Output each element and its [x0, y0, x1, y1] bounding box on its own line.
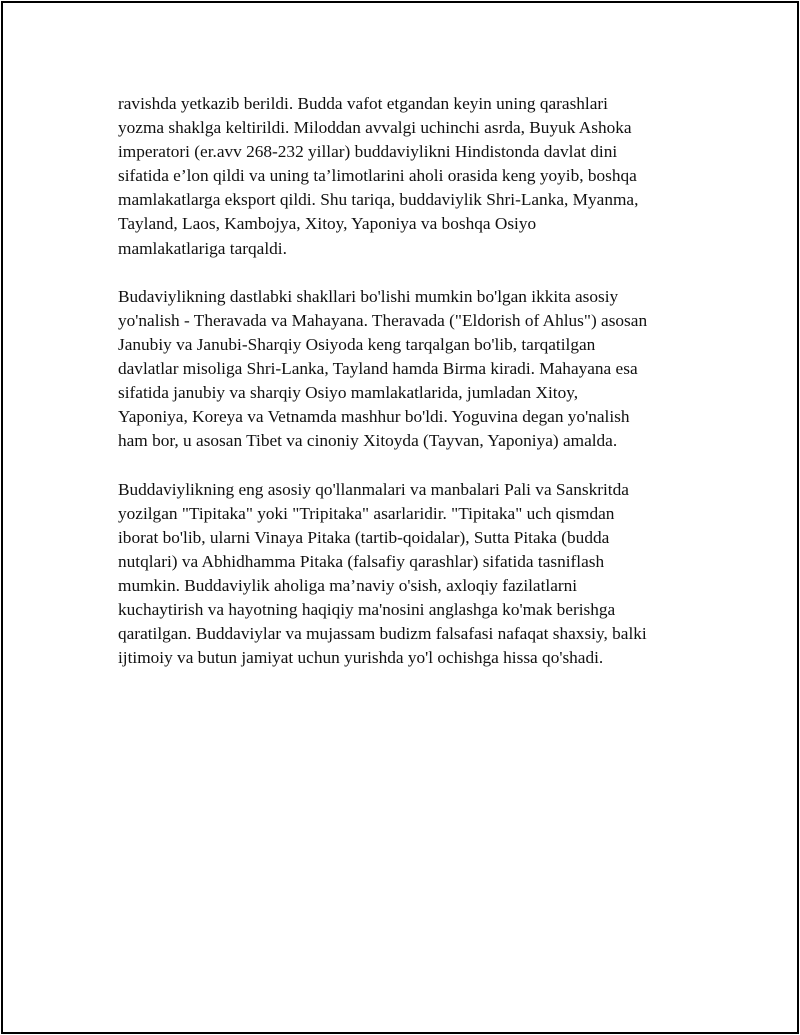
text-line: ravishda yetkazib berildi. Budda vafot etgandan keyin uning qarashlari [118, 94, 608, 113]
paragraph-2 [118, 285, 698, 454]
text-line: mumkin. Buddaviylik aholiga ma’naviy o'sish, axloqiy fazilatlarni [118, 575, 578, 595]
text-line: yo'nalish - Theravada va Mahayana. Theravada ("Eldorish of Ahlus") asosan [118, 310, 648, 330]
paragraph-3 [118, 478, 698, 671]
text-line: mamlakatlariga tarqaldi. [118, 238, 287, 258]
text-line: ham bor, u asosan Tibet va cinoniy Xitoyda (Tayvan, Yaponiya) amalda. [118, 431, 618, 451]
text-line: ijtimoiy va butun jamiyat uchun yurishda yo'l ochishga hissa qo'shadi. [118, 648, 604, 668]
text-line: imperatori (er.avv 268-232 yillar) buddaviylikni Hindistonda davlat dini [118, 142, 618, 162]
text-line: Yaponiya, Koreya va Vetnamda mashhur bo'ldi. Yoguvina degan yo'nalish [118, 407, 630, 427]
text-line: iborat bo'lib, ularni Vinaya Pitaka (tartib-qoidalar), Sutta Pitaka (budda [118, 527, 610, 547]
text-line: Janubiy va Janubi-Sharqiy Osiyoda keng tarqalgan bo'lib, tarqatilgan [118, 334, 596, 354]
document-body [118, 92, 698, 694]
text-line: kuchaytirish va hayotning haqiqiy ma'nosini anglashga ko'mak berishga [118, 599, 616, 619]
paragraph-1 [118, 92, 698, 261]
text-line: Buddaviylikning eng asosiy qo'llanmalari va manbalari Pali va Sanskritda [118, 479, 629, 499]
text-line: nutqlari) va Abhidhamma Pitaka (falsafiy qarashlar) sifatida tasniflash [118, 551, 605, 571]
text-line: davlatlar misoliga Shri-Lanka, Tayland hamda Birma kiradi. Mahayana esa [118, 359, 638, 379]
text-line: Budaviylikning dastlabki shakllari bo'lishi mumkin bo'lgan ikkita asosiy [118, 286, 619, 306]
text-line: qaratilgan. Buddaviylar va mujassam budizm falsafasi nafaqat shaxsiy, balki [118, 624, 647, 644]
text-line: sifatida janubiy va sharqiy Osiyo mamlakatlarida, jumladan Xitoy, [118, 383, 579, 403]
text-line: Tayland, Laos, Kambojya, Xitoy, Yaponiya va boshqa Osiyo [118, 214, 537, 234]
text-line: yozilgan "Tipitaka" yoki "Tripitaka" asarlaridir. "Tipitaka" uch qismdan [118, 503, 615, 523]
text-line: yozma shaklga keltirildi. Miloddan avvalgi uchinchi asrda, Buyuk Ashoka [118, 118, 632, 138]
text-line: sifatida e’lon qildi va uning ta’limotlarini aholi orasida keng yoyib, boshqa [118, 166, 637, 186]
text-line: mamlakatlarga eksport qildi. Shu tariqa, buddaviylik Shri-Lanka, Myanma, [118, 190, 639, 210]
